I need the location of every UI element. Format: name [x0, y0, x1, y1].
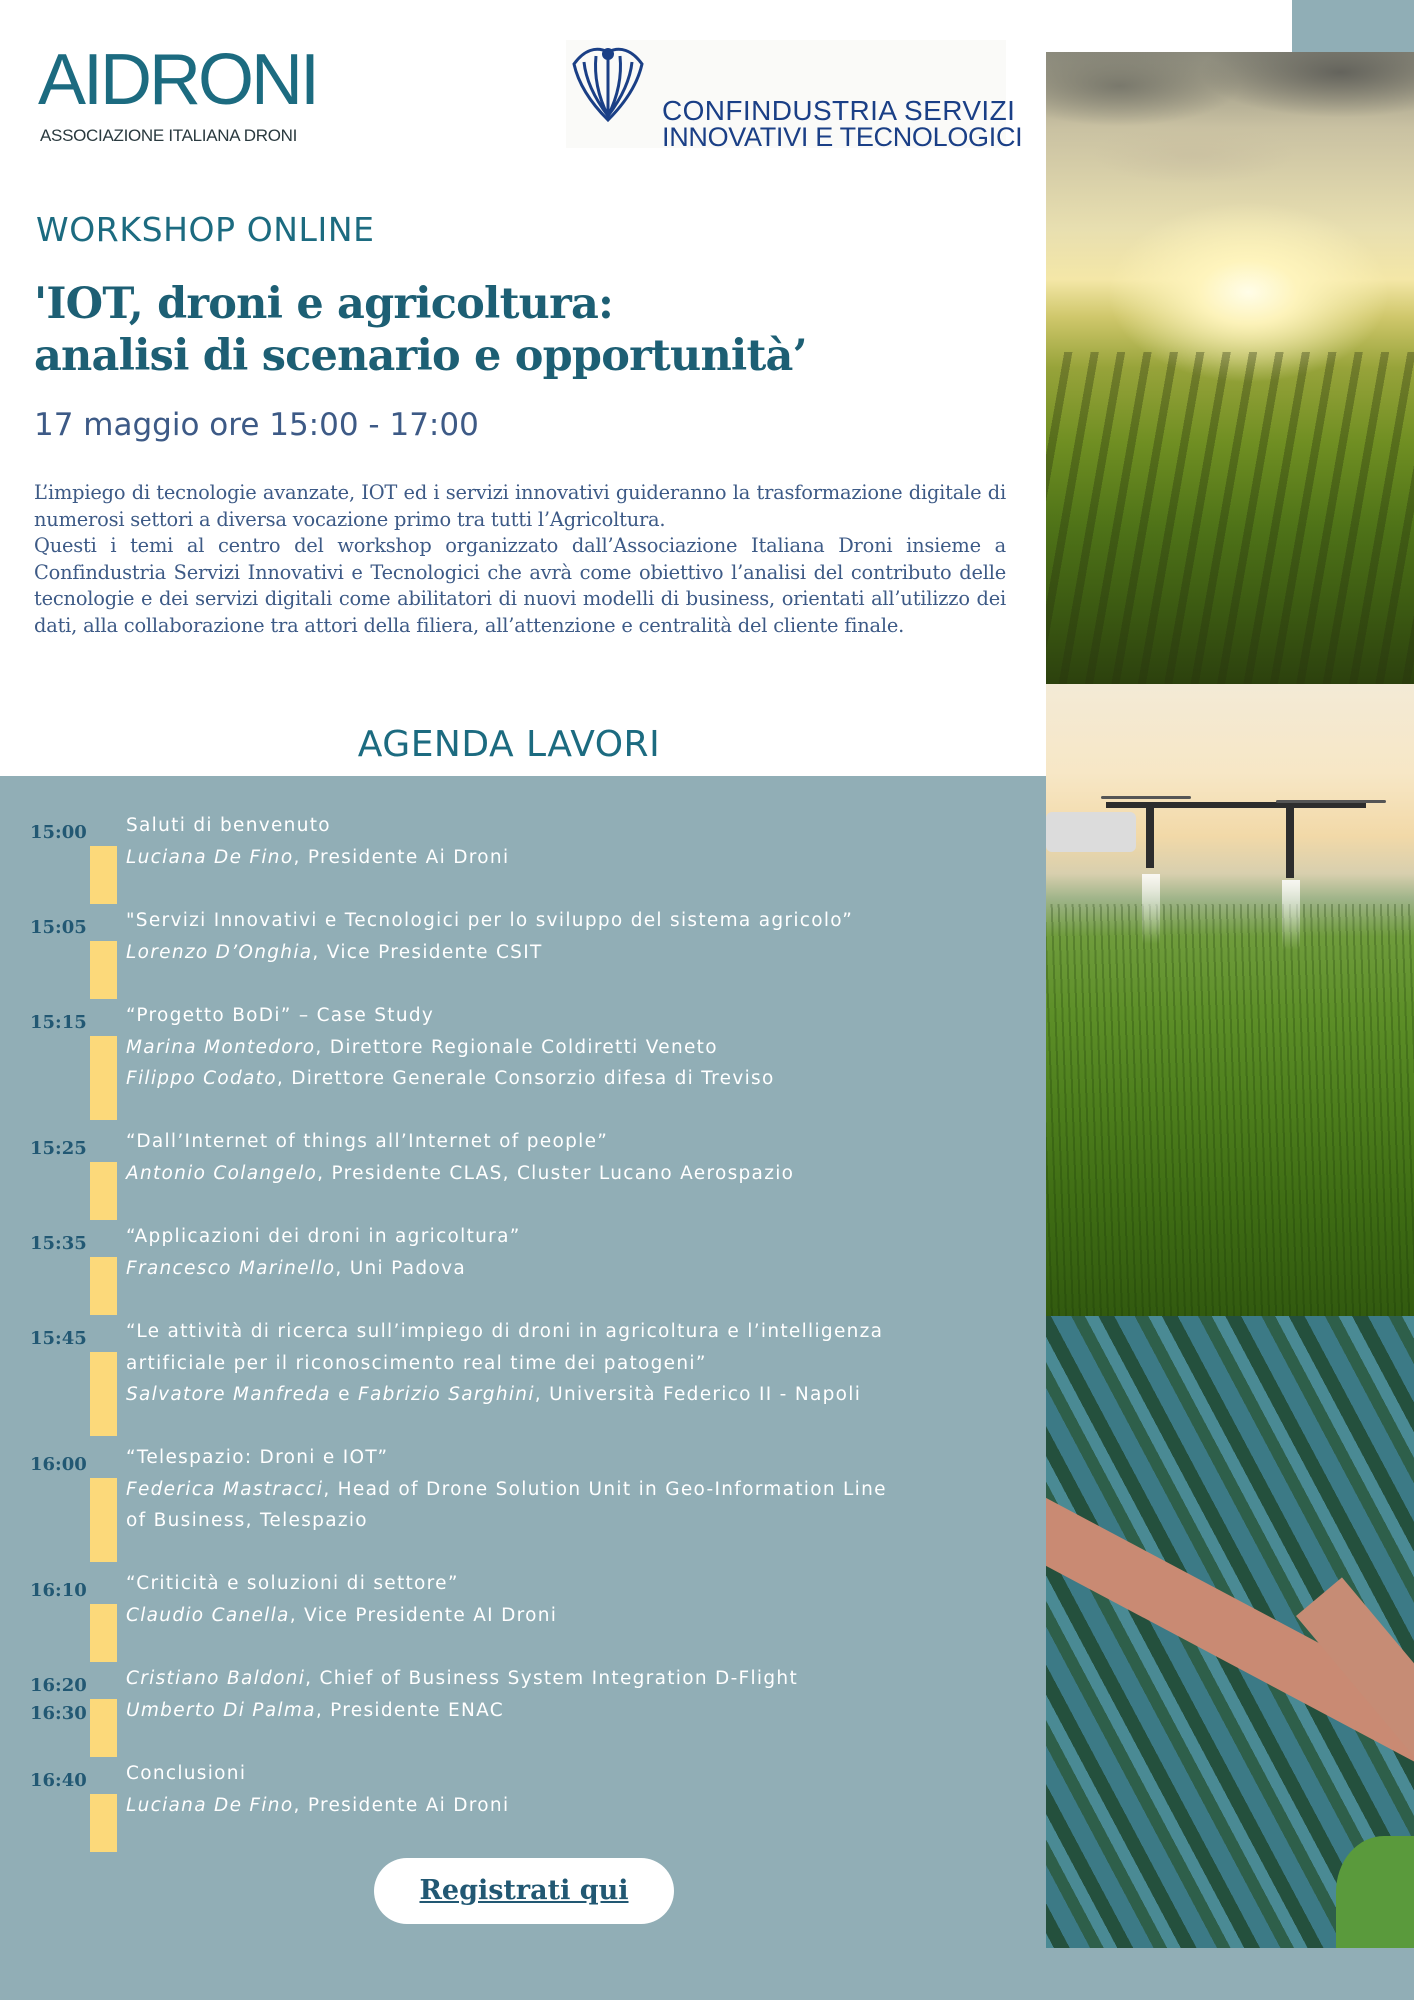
accent-bar — [90, 1036, 117, 1120]
agenda-topic: “Applicazioni dei droni in agricoltura” — [126, 1226, 521, 1247]
agenda-time: 16:00 — [30, 1454, 87, 1475]
agenda-topic: Conclusioni — [126, 1763, 247, 1784]
drone-spraying-photo — [1046, 684, 1414, 1316]
accent-bar — [90, 1162, 117, 1220]
eagle-icon — [566, 42, 650, 126]
agenda-speaker: Luciana De Fino, Presidente Ai Droni — [126, 846, 510, 868]
aerial-fields-photo — [1046, 1316, 1414, 1948]
accent-bar — [90, 1699, 117, 1757]
agenda-topic: “Progetto BoDi” – Case Study — [126, 1005, 435, 1026]
agenda-topic-continued: artificiale per il riconoscimento real time dei patogeni” — [126, 1352, 707, 1374]
event-title-line1: 'IOT, droni e agricoltura: — [34, 279, 614, 329]
agenda-speaker: Salvatore Manfreda e Fabrizio Sarghini, Università Federico II - Napoli — [126, 1384, 862, 1405]
agenda-time: 15:15 — [30, 1012, 87, 1033]
accent-bar — [90, 846, 117, 904]
corner-block — [1292, 0, 1414, 52]
agenda-speaker-continued: of Business, Telespazio — [126, 1510, 368, 1531]
accent-bar — [90, 1604, 117, 1662]
field-sunset-photo — [1046, 52, 1414, 684]
agenda-time: 16:10 — [30, 1580, 87, 1601]
agenda-topic: “Dall’Internet of things all’Internet of people” — [126, 1131, 609, 1152]
agenda-speaker: Claudio Canella, Vice Presidente AI Droni — [126, 1604, 558, 1626]
agenda-speaker: Umberto Di Palma, Presidente ENAC — [126, 1699, 505, 1721]
agenda-time: 15:25 — [30, 1138, 87, 1159]
event-date: 17 maggio ore 15:00 - 17:00 — [34, 407, 479, 443]
event-title-line2: analisi di scenario e opportunità’ — [34, 331, 807, 381]
agenda-title: AGENDA LAVORI — [357, 724, 661, 765]
register-button[interactable]: Registrati qui — [374, 1858, 674, 1924]
aidroni-wordmark: AIDRONI — [38, 40, 318, 120]
agenda-speaker: Marina Montedoro, Direttore Regionale Coldiretti Veneto — [126, 1036, 718, 1058]
agenda-topic: “Criticità e soluzioni di settore” — [126, 1573, 459, 1594]
agenda-time: 15:35 — [30, 1233, 87, 1254]
agenda-topic: Saluti di benvenuto — [126, 815, 331, 836]
agenda-panel — [0, 776, 1046, 2000]
confindustria-logo — [566, 40, 1023, 152]
agenda-topic: “Le attività di ricerca sull’impiego di droni in agricoltura e l’intelligenza — [126, 1321, 884, 1342]
agenda-topic: "Servizi Innovativi e Tecnologici per lo sviluppo del sistema agricolo” — [126, 910, 854, 931]
agenda-time: 16:40 — [30, 1770, 87, 1791]
agenda-speaker: Lorenzo D’Onghia, Vice Presidente CSIT — [126, 941, 543, 963]
aidroni-subtitle: ASSOCIAZIONE ITALIANA DRONI — [40, 126, 298, 145]
event-description — [34, 480, 1006, 639]
panel-bottom-strip — [1046, 1948, 1414, 2000]
agenda-topic: “Telespazio: Droni e IOT” — [126, 1447, 389, 1468]
workshop-label: WORKSHOP ONLINE — [36, 210, 375, 249]
agenda-speaker: Federica Mastracci, Head of Drone Solution Unit in Geo-Information Line — [126, 1478, 887, 1500]
agenda-time: 15:45 — [30, 1328, 87, 1349]
confindustria-line1: CONFINDUSTRIA SERVIZI — [662, 95, 1016, 126]
agenda-speaker: Francesco Marinello, Uni Padova — [126, 1257, 466, 1279]
agenda-time: 15:05 — [30, 917, 87, 938]
accent-bar — [90, 1478, 117, 1562]
agenda-speaker: Filippo Codato, Direttore Generale Consorzio difesa di Treviso — [126, 1068, 775, 1089]
intro-paragraph-2: Questi i temi al centro del workshop organizzato dall’Associazione Italiana Droni insieme a Confindustria Servizi Innovativi e Tecnologici che avrà come obiettivo l’analisi del contributo delle tecnologie e dei servizi digitali come abilitatori di nuovi modelli di business, orientati all’utilizzo dei dati, alla collaborazione tra attori della filiera, all’attenzione e centralità del cliente finale. — [34, 534, 1006, 637]
confindustria-line2: INNOVATIVI E TECNOLOGICI — [662, 122, 1023, 152]
agenda-speaker: Antonio Colangelo, Presidente CLAS, Cluster Lucano Aerospazio — [126, 1162, 795, 1184]
agenda-time-second: 16:30 — [30, 1703, 87, 1724]
accent-bar — [90, 1352, 117, 1436]
agenda-speaker: Luciana De Fino, Presidente Ai Droni — [126, 1794, 510, 1816]
aidroni-logo — [38, 40, 338, 152]
agenda-time: 16:20 — [30, 1675, 87, 1696]
agenda-speaker: Cristiano Baldoni, Chief of Business System Integration D-Flight — [126, 1668, 798, 1689]
event-title — [34, 278, 1024, 382]
intro-paragraph-1: L’impiego di tecnologie avanzate, IOT ed i servizi innovativi guideranno la trasformazione digitale di numerosi settori a diversa vocazione primo tra tutti l’Agricoltura. — [34, 481, 1006, 531]
accent-bar — [90, 1794, 117, 1852]
accent-bar — [90, 1257, 117, 1315]
accent-bar — [90, 941, 117, 999]
agenda-time: 15:00 — [30, 822, 87, 843]
